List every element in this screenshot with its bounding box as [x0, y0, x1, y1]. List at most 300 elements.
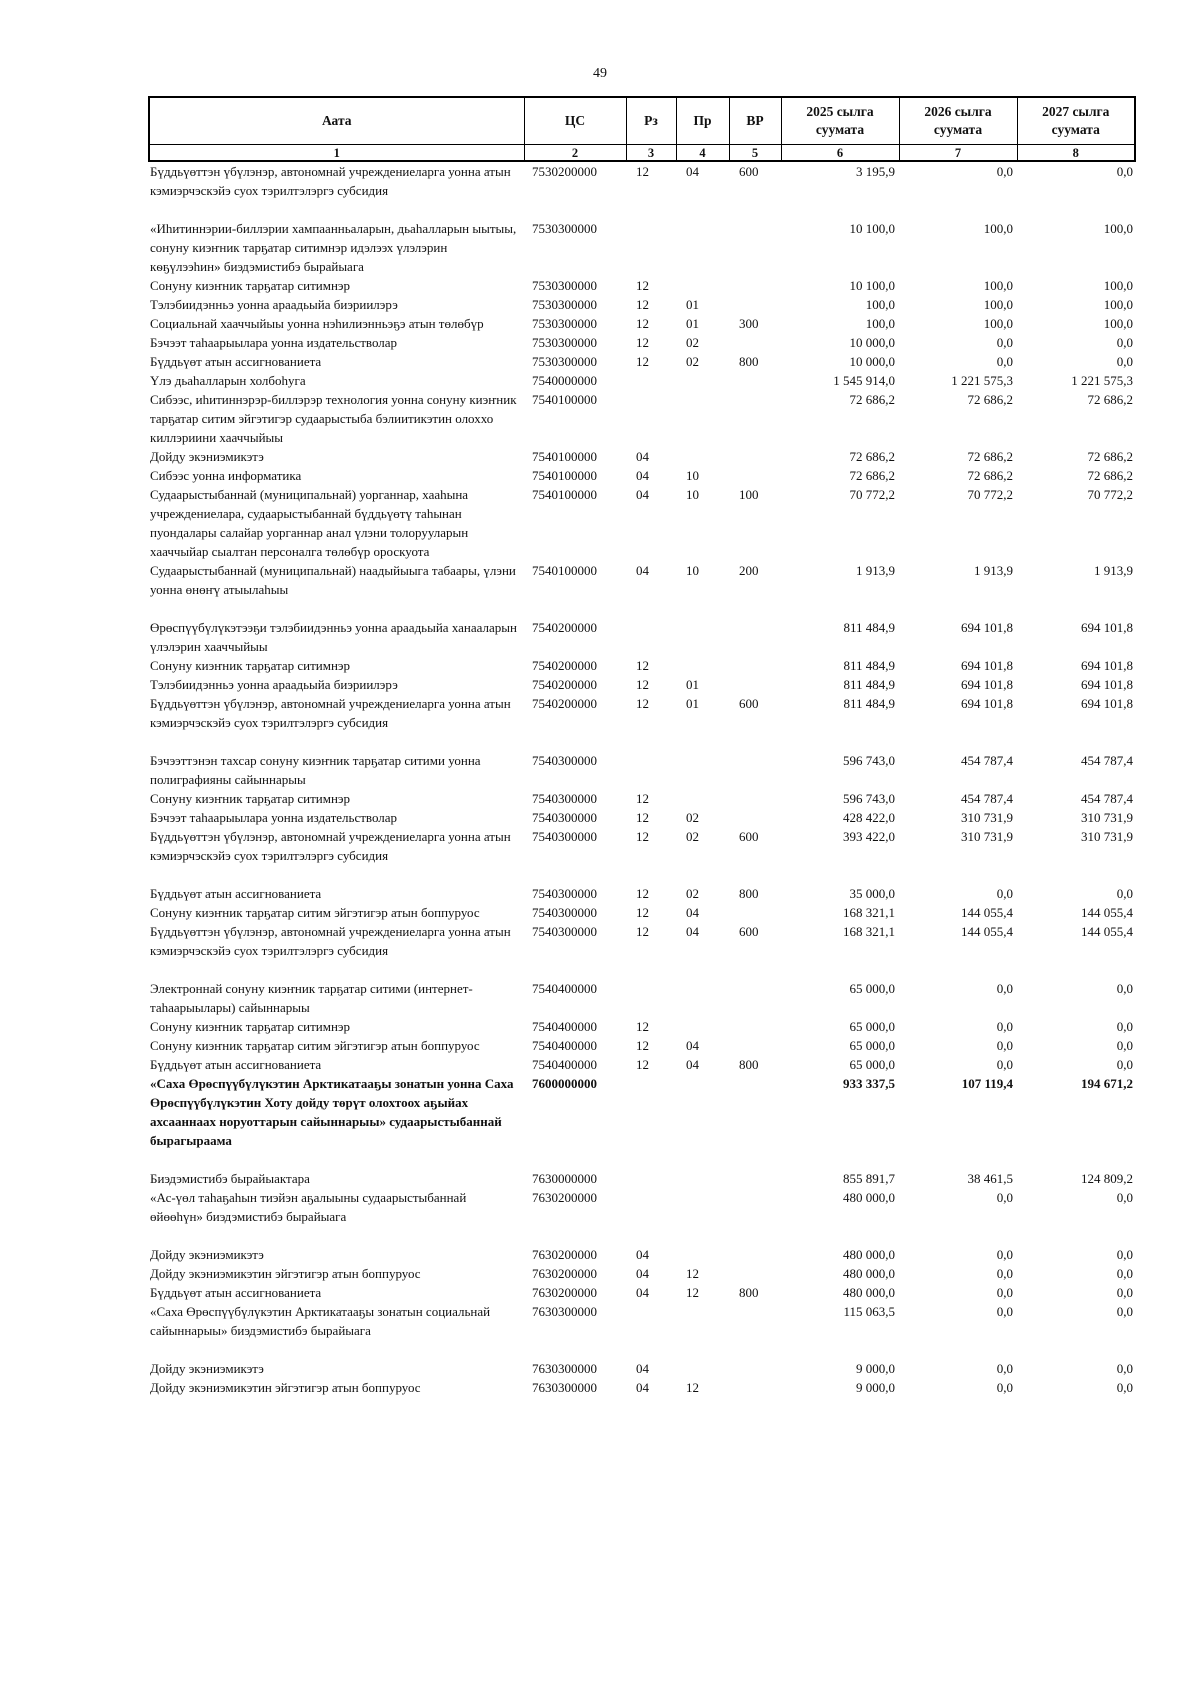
row-vr	[729, 675, 781, 694]
row-cs-code: 7540400000	[532, 1038, 597, 1053]
table-row	[149, 751, 1135, 789]
row-rz: 12	[636, 696, 649, 711]
row-cs-code: 7540100000	[532, 563, 597, 578]
row-name: «Иһитиннэрии-биллэрии хампаанньаларын, дьаһалларын ыытыы, сонуну киэҥник тарҕатар ситимнэр идэлээх үлэлэрин кѳҕүлээһин» биэдэмистибэ бырайыага	[150, 221, 517, 274]
row-value-2025: 10 000,0	[849, 354, 895, 369]
row-vr: 800	[739, 354, 759, 369]
table-row	[149, 333, 1135, 352]
table-row	[149, 618, 1135, 656]
row-cs-code: 7540300000	[532, 924, 597, 939]
row-cs-code: 7530200000	[532, 164, 597, 179]
row-name: Бүддьүөттэн үбүлэнэр, автономнай учреждениеларга уонна атын кэмиэрчэскэйэ суох тэрилтэлэргэ субсидия	[150, 829, 511, 863]
row-value-2027: 310 731,9	[1081, 810, 1133, 825]
row-pr	[676, 276, 729, 295]
row-vr	[729, 371, 781, 390]
row-rz: 12	[636, 1038, 649, 1053]
row-name: Бүддьүөттэн үбүлэнэр, автономнай учреждениеларга уонна атын кэмиэрчэскэйэ суох тэрилтэлэргэ субсидия	[150, 164, 511, 198]
table-row	[149, 789, 1135, 808]
row-value-2027: 0,0	[1116, 1380, 1133, 1395]
row-value-2026: 0,0	[996, 1019, 1013, 1034]
row-value-2025: 393 422,0	[843, 829, 895, 844]
row-value-2025: 72 686,2	[849, 392, 895, 407]
row-vr: 600	[739, 829, 759, 844]
row-value-2027: 0,0	[1116, 1038, 1133, 1053]
row-value-2027: 0,0	[1116, 354, 1133, 369]
row-pr: 04	[686, 924, 699, 939]
row-value-2026: 0,0	[996, 1266, 1013, 1281]
row-value-2027: 0,0	[1116, 1285, 1133, 1300]
row-vr	[729, 903, 781, 922]
row-value-2026: 454 787,4	[961, 791, 1013, 806]
row-value-2026: 72 686,2	[967, 392, 1013, 407]
table-row	[149, 1169, 1135, 1188]
row-value-2027: 0,0	[1116, 1247, 1133, 1262]
row-pr	[676, 1245, 729, 1264]
row-cs-code: 7540100000	[532, 468, 597, 483]
row-value-2025: 100,0	[865, 316, 895, 331]
header-2027: 2027 сылга суумата	[1017, 97, 1135, 145]
table-row	[149, 447, 1135, 466]
row-vr: 600	[739, 924, 759, 939]
row-vr: 200	[739, 563, 759, 578]
row-value-2026: 0,0	[996, 981, 1013, 996]
row-name: Бүддьүөт атын ассигнованиета	[150, 1285, 322, 1300]
row-value-2027: 0,0	[1116, 1266, 1133, 1281]
table-row	[149, 675, 1135, 694]
row-value-2026: 0,0	[996, 164, 1013, 179]
row-rz: 12	[636, 905, 649, 920]
row-rz	[626, 979, 676, 1017]
row-value-2027: 310 731,9	[1081, 829, 1133, 844]
row-value-2027: 1 221 575,3	[1071, 373, 1133, 388]
row-name: Дойду экэниэмикэтэ	[150, 1247, 264, 1262]
row-vr	[729, 979, 781, 1017]
header-2025: 2025 сылга суумата	[781, 97, 899, 145]
page-number: 49	[593, 66, 607, 81]
row-cs-code: 7540000000	[532, 373, 597, 388]
row-name: Бэчээттэнэн тахсар сонуну киэҥник тарҕатар ситими уонна полиграфияны сайыннарыы	[150, 753, 481, 787]
row-value-2026: 38 461,5	[967, 1171, 1013, 1186]
table-body	[149, 161, 1135, 1397]
row-pr	[676, 1188, 729, 1245]
row-value-2026: 0,0	[996, 1247, 1013, 1262]
row-value-2026: 0,0	[996, 886, 1013, 901]
row-name: Сонуну киэҥник тарҕатар ситимнэр	[150, 1019, 350, 1034]
header-name: Аата	[149, 97, 524, 145]
row-cs-code: 7540300000	[532, 810, 597, 825]
row-rz: 04	[636, 449, 649, 464]
row-pr: 10	[686, 487, 699, 502]
row-cs-code: 7540100000	[532, 392, 597, 407]
row-value-2027: 124 809,2	[1081, 1171, 1133, 1186]
row-rz	[626, 1169, 676, 1188]
row-value-2027: 694 101,8	[1081, 696, 1133, 711]
row-rz: 12	[636, 1019, 649, 1034]
index-1: 1	[149, 145, 524, 162]
row-rz	[626, 390, 676, 447]
row-rz	[626, 1302, 676, 1359]
row-rz: 04	[636, 1380, 649, 1395]
row-value-2026: 0,0	[996, 1361, 1013, 1376]
row-name: Сибээс, иһитиннэрэр-биллэрэр технология уонна сонуну киэҥник тарҕатар ситим эйгэтигэр судаарыстыба бэлиитикэтин олоххо киллэриини хааччыйыы	[150, 392, 517, 445]
row-cs-code: 7540400000	[532, 1019, 597, 1034]
row-pr: 01	[686, 297, 699, 312]
row-rz: 12	[636, 810, 649, 825]
row-pr: 01	[686, 316, 699, 331]
header-cs: ЦС	[524, 97, 626, 145]
row-value-2027: 100,0	[1103, 278, 1133, 293]
row-vr	[729, 1188, 781, 1245]
row-value-2025: 65 000,0	[849, 1038, 895, 1053]
row-pr: 12	[686, 1266, 699, 1281]
row-vr	[729, 1036, 781, 1055]
row-value-2026: 100,0	[983, 221, 1013, 236]
row-cs-code: 7630300000	[532, 1380, 597, 1395]
row-vr: 800	[739, 1285, 759, 1300]
row-name: «Саха Өрөспүүбүлүкэтин Арктикатааҕы зонатын социальнай сайыннарыы» биэдэмистибэ бырайыага	[150, 1304, 491, 1338]
row-cs-code: 7630300000	[532, 1361, 597, 1376]
row-rz: 04	[636, 563, 649, 578]
row-rz: 12	[636, 354, 649, 369]
row-vr: 600	[739, 164, 759, 179]
row-value-2026: 694 101,8	[961, 677, 1013, 692]
row-vr	[729, 1359, 781, 1378]
row-cs-code: 7630200000	[532, 1266, 597, 1281]
table-row	[149, 1264, 1135, 1283]
row-value-2027: 70 772,2	[1087, 487, 1133, 502]
row-name: Социальнай хааччыйыы уонна нэһилиэнньэҕэ атын төлөбүр	[150, 316, 484, 331]
row-name: Бэчээт таһаарыылара уонна издательстволар	[150, 335, 398, 350]
row-value-2026: 144 055,4	[961, 905, 1013, 920]
table-row	[149, 1036, 1135, 1055]
row-vr	[729, 219, 781, 276]
row-value-2025: 65 000,0	[849, 1019, 895, 1034]
row-value-2025: 480 000,0	[843, 1285, 895, 1300]
row-vr	[729, 808, 781, 827]
table-row	[149, 466, 1135, 485]
row-vr	[729, 1302, 781, 1359]
row-pr: 02	[686, 335, 699, 350]
row-cs-code: 7630000000	[532, 1171, 597, 1186]
row-name: Судаарыстыбаннай (муниципальнай) наадыйыыга табаары, үлэни уонна өнөҥү атыылаһыы	[150, 563, 516, 597]
row-value-2027: 0,0	[1116, 1057, 1133, 1072]
row-value-2026: 0,0	[996, 335, 1013, 350]
row-value-2027: 72 686,2	[1087, 468, 1133, 483]
row-value-2026: 1 221 575,3	[951, 373, 1013, 388]
row-value-2027: 72 686,2	[1087, 392, 1133, 407]
row-value-2025: 70 772,2	[849, 487, 895, 502]
header-2026: 2026 сылга суумата	[899, 97, 1017, 145]
row-vr	[729, 447, 781, 466]
row-value-2027: 0,0	[1116, 886, 1133, 901]
row-cs-code: 7540300000	[532, 905, 597, 920]
row-value-2027: 0,0	[1116, 335, 1133, 350]
header-rz: Рз	[626, 97, 676, 145]
table-row	[149, 1055, 1135, 1074]
table-row	[149, 1017, 1135, 1036]
row-value-2027: 694 101,8	[1081, 658, 1133, 673]
row-cs-code: 7540200000	[532, 677, 597, 692]
row-vr	[729, 295, 781, 314]
row-rz: 04	[636, 468, 649, 483]
row-vr: 800	[739, 886, 759, 901]
row-cs-code: 7540400000	[532, 1057, 597, 1072]
row-name: Дойду экэниэмикэтин эйгэтигэр атын боппуруос	[150, 1380, 421, 1395]
index-2: 2	[524, 145, 626, 162]
row-cs-code: 7540200000	[532, 658, 597, 673]
table-row	[149, 1188, 1135, 1245]
row-cs-code: 7530300000	[532, 335, 597, 350]
row-value-2025: 72 686,2	[849, 449, 895, 464]
row-value-2026: 694 101,8	[961, 620, 1013, 635]
row-name: Дойду экэниэмикэтин эйгэтигэр атын боппуруос	[150, 1266, 421, 1281]
row-rz: 12	[636, 316, 649, 331]
row-cs-code: 7600000000	[532, 1076, 597, 1091]
table-row	[149, 561, 1135, 618]
row-value-2026: 694 101,8	[961, 696, 1013, 711]
table-row	[149, 1074, 1135, 1169]
row-value-2026: 72 686,2	[967, 468, 1013, 483]
row-vr	[729, 1378, 781, 1397]
table-row	[149, 485, 1135, 561]
row-rz: 12	[636, 829, 649, 844]
row-vr	[729, 1245, 781, 1264]
row-vr	[729, 1264, 781, 1283]
row-value-2026: 0,0	[996, 1304, 1013, 1319]
row-vr	[729, 333, 781, 352]
row-name: Бүддьүөт атын ассигнованиета	[150, 1057, 322, 1072]
row-pr: 01	[686, 677, 699, 692]
row-rz: 12	[636, 924, 649, 939]
row-value-2026: 0,0	[996, 1057, 1013, 1072]
row-value-2026: 1 913,9	[974, 563, 1013, 578]
row-value-2026: 694 101,8	[961, 658, 1013, 673]
row-cs-code: 7540300000	[532, 886, 597, 901]
row-pr: 12	[686, 1380, 699, 1395]
index-5: 5	[729, 145, 781, 162]
row-value-2027: 100,0	[1103, 297, 1133, 312]
row-value-2027: 0,0	[1116, 164, 1133, 179]
row-cs-code: 7540300000	[532, 753, 597, 768]
row-pr: 02	[686, 829, 699, 844]
index-4: 4	[676, 145, 729, 162]
row-pr	[676, 1074, 729, 1169]
row-name: Электроннай сонуну киэҥник тарҕатар ситими (интернет-таһаарыылары) сайыннарыы	[150, 981, 473, 1015]
row-value-2025: 428 422,0	[843, 810, 895, 825]
row-vr	[729, 1017, 781, 1036]
row-value-2027: 454 787,4	[1081, 791, 1133, 806]
row-value-2027: 144 055,4	[1081, 905, 1133, 920]
row-vr	[729, 751, 781, 789]
table-row	[149, 979, 1135, 1017]
table-row	[149, 295, 1135, 314]
index-7: 7	[899, 145, 1017, 162]
row-value-2025: 933 337,5	[843, 1076, 895, 1091]
row-value-2026: 107 119,4	[961, 1076, 1013, 1091]
row-vr	[729, 466, 781, 485]
row-value-2025: 115 063,5	[843, 1304, 895, 1319]
row-vr: 100	[739, 487, 759, 502]
table-row	[149, 656, 1135, 675]
row-pr	[676, 1359, 729, 1378]
row-value-2026: 72 686,2	[967, 449, 1013, 464]
row-name: Бүддьүөт атын ассигнованиета	[150, 354, 322, 369]
row-value-2027: 100,0	[1103, 221, 1133, 236]
row-value-2025: 65 000,0	[849, 1057, 895, 1072]
row-value-2025: 72 686,2	[849, 468, 895, 483]
row-cs-code: 7540300000	[532, 829, 597, 844]
table-row	[149, 922, 1135, 979]
table-row	[149, 808, 1135, 827]
row-rz: 04	[636, 487, 649, 502]
row-name: Сонуну киэҥник тарҕатар ситимнэр	[150, 658, 350, 673]
table-row	[149, 219, 1135, 276]
row-vr	[729, 1169, 781, 1188]
row-pr: 04	[686, 164, 699, 179]
row-rz: 12	[636, 1057, 649, 1072]
row-pr: 01	[686, 696, 699, 711]
row-value-2025: 480 000,0	[843, 1190, 895, 1205]
row-value-2026: 0,0	[996, 1380, 1013, 1395]
table-row	[149, 1245, 1135, 1264]
row-value-2027: 694 101,8	[1081, 620, 1133, 635]
row-name: Дойду экэниэмикэтэ	[150, 449, 264, 464]
row-name: «Ас-үөл таһаҕаһын тиэйэн аҕалыыны судаарыстыбаннай өйөөһүн» биэдэмистибэ бырайыага	[150, 1190, 467, 1224]
budget-table	[148, 96, 1136, 1397]
row-vr	[729, 276, 781, 295]
row-vr: 300	[739, 316, 759, 331]
row-name: Бүддьүөттэн үбүлэнэр, автономнай учреждениеларга уонна атын кэмиэрчэскэйэ суох тэрилтэлэргэ субсидия	[150, 696, 511, 730]
row-value-2027: 0,0	[1116, 1019, 1133, 1034]
row-rz: 04	[636, 1247, 649, 1262]
row-rz: 04	[636, 1285, 649, 1300]
table-row	[149, 694, 1135, 751]
row-value-2025: 480 000,0	[843, 1266, 895, 1281]
row-name: Сибээс уонна информатика	[150, 468, 302, 483]
table-header-row	[149, 97, 1135, 145]
row-cs-code: 7530300000	[532, 354, 597, 369]
row-value-2025: 811 484,9	[843, 696, 895, 711]
row-name: Сонуну киэҥник тарҕатар ситим эйгэтигэр атын боппуруос	[150, 1038, 480, 1053]
table-row	[149, 1283, 1135, 1302]
row-value-2025: 168 321,1	[843, 924, 895, 939]
table-row	[149, 884, 1135, 903]
row-rz	[626, 219, 676, 276]
row-cs-code: 7530300000	[532, 316, 597, 331]
table-row	[149, 352, 1135, 371]
row-name: Сонуну киэҥник тарҕатар ситимнэр	[150, 278, 350, 293]
row-value-2027: 100,0	[1103, 316, 1133, 331]
row-value-2027: 0,0	[1116, 1190, 1133, 1205]
row-pr	[676, 618, 729, 656]
row-value-2026: 100,0	[983, 316, 1013, 331]
row-value-2026: 100,0	[983, 297, 1013, 312]
row-cs-code: 7630200000	[532, 1285, 597, 1300]
row-value-2025: 10 100,0	[849, 221, 895, 236]
row-cs-code: 7540300000	[532, 791, 597, 806]
row-value-2026: 100,0	[983, 278, 1013, 293]
row-pr	[676, 656, 729, 675]
row-name: Судаарыстыбаннай (муниципальнай) уорганнар, хааһына учреждениелара, судаарыстыбаннай бүддьүөтү таһынан пуондалары салайар уорганнар анал үлэни толорууларын хааччыйар сыалтан персоналга төлөбүр ороскуота	[150, 487, 469, 559]
row-value-2025: 1 913,9	[856, 563, 895, 578]
row-pr	[676, 751, 729, 789]
table-index-row	[149, 145, 1135, 162]
row-value-2025: 596 743,0	[843, 791, 895, 806]
row-name: Өрөспүүбүлүкэтээҕи тэлэбиидэнньэ уонна араадьыйа ханааларын үлэлэрин хааччыйыы	[150, 620, 517, 654]
table-row	[149, 314, 1135, 333]
row-vr	[729, 390, 781, 447]
row-value-2025: 811 484,9	[843, 620, 895, 635]
row-value-2025: 3 195,9	[856, 164, 895, 179]
row-value-2027: 0,0	[1116, 1304, 1133, 1319]
row-pr	[676, 371, 729, 390]
row-value-2026: 0,0	[996, 354, 1013, 369]
row-rz: 12	[636, 658, 649, 673]
row-value-2027: 0,0	[1116, 981, 1133, 996]
table-row	[149, 1359, 1135, 1378]
row-value-2026: 454 787,4	[961, 753, 1013, 768]
row-value-2026: 0,0	[996, 1285, 1013, 1300]
row-vr	[729, 618, 781, 656]
row-name: «Саха Өрөспүүбүлүкэтин Арктикатааҕы зонатын уонна Саха Өрөспүүбүлүкэтин Хоту дойду төрүт олохтоох аҕыйах ахсааннаах норуоттарын сайыннарыы» судаарыстыбаннай бырагыраама	[150, 1076, 514, 1148]
row-name: Дойду экэниэмикэтэ	[150, 1361, 264, 1376]
row-pr: 12	[686, 1285, 699, 1300]
row-pr	[676, 1302, 729, 1359]
row-name: Бүддьүөт атын ассигнованиета	[150, 886, 322, 901]
row-value-2025: 10 100,0	[849, 278, 895, 293]
row-rz	[626, 1074, 676, 1169]
row-value-2027: 72 686,2	[1087, 449, 1133, 464]
row-name: Сонуну киэҥник тарҕатар ситим эйгэтигэр атын боппуруос	[150, 905, 480, 920]
row-value-2025: 811 484,9	[843, 658, 895, 673]
row-value-2027: 1 913,9	[1094, 563, 1133, 578]
row-cs-code: 7540100000	[532, 449, 597, 464]
row-pr: 10	[686, 468, 699, 483]
row-value-2026: 0,0	[996, 1190, 1013, 1205]
table-row	[149, 903, 1135, 922]
row-name: Сонуну киэҥник тарҕатар ситимнэр	[150, 791, 350, 806]
row-name: Бэчээт таһаарыылара уонна издательстволар	[150, 810, 398, 825]
table-row	[149, 1302, 1135, 1359]
row-pr	[676, 447, 729, 466]
row-cs-code: 7630200000	[532, 1190, 597, 1205]
row-value-2025: 35 000,0	[849, 886, 895, 901]
row-cs-code: 7530300000	[532, 278, 597, 293]
row-value-2025: 855 891,7	[843, 1171, 895, 1186]
row-rz: 12	[636, 164, 649, 179]
row-value-2025: 65 000,0	[849, 981, 895, 996]
row-value-2027: 694 101,8	[1081, 677, 1133, 692]
row-name: Биэдэмистибэ бырайыактара	[150, 1171, 310, 1186]
row-value-2027: 194 671,2	[1081, 1076, 1133, 1091]
row-vr	[729, 656, 781, 675]
index-6: 6	[781, 145, 899, 162]
row-value-2026: 0,0	[996, 1038, 1013, 1053]
row-name: Үлэ дьаһалларын холбоһуга	[150, 373, 306, 388]
header-vr: ВР	[729, 97, 781, 145]
row-value-2025: 100,0	[865, 297, 895, 312]
row-rz	[626, 618, 676, 656]
row-value-2025: 9 000,0	[856, 1361, 895, 1376]
row-name: Тэлэбиидэнньэ уонна араадьыйа биэриилэрэ	[150, 297, 398, 312]
table-row	[149, 390, 1135, 447]
row-value-2026: 144 055,4	[961, 924, 1013, 939]
row-cs-code: 7540400000	[532, 981, 597, 996]
index-8: 8	[1017, 145, 1135, 162]
row-value-2025: 9 000,0	[856, 1380, 895, 1395]
row-rz: 04	[636, 1266, 649, 1281]
row-name: Тэлэбиидэнньэ уонна араадьыйа биэриилэрэ	[150, 677, 398, 692]
